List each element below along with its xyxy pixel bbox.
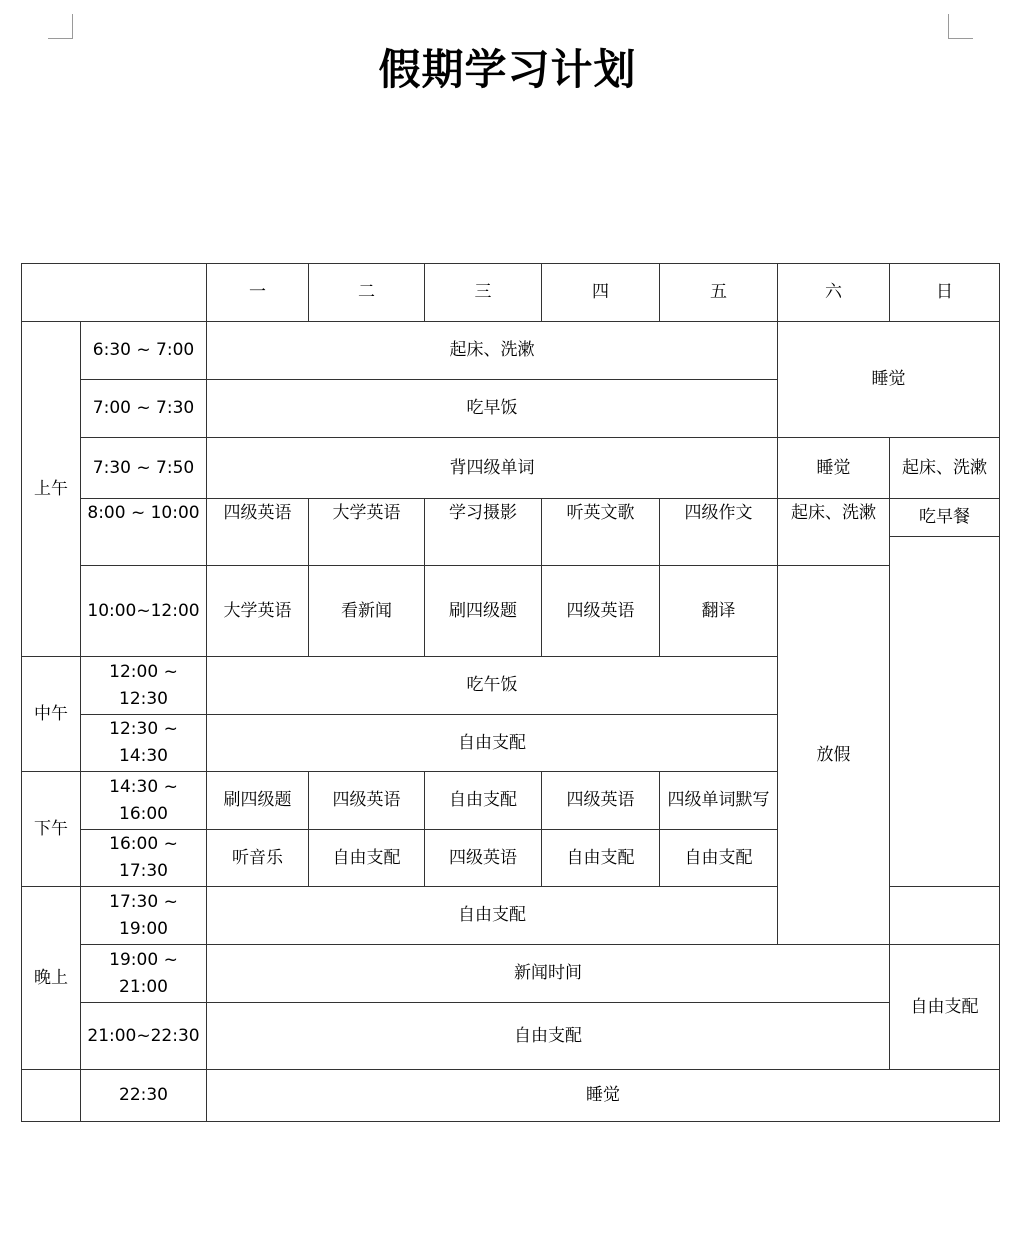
schedule-table [21, 263, 1000, 1122]
page-title: 假期学习计划 [378, 45, 637, 94]
weekend-activity-cell: 吃早餐 [890, 499, 1000, 537]
activity-cell: 新闻时间 [207, 945, 890, 1003]
time-slot: 7:30 ~ 7:50 [81, 438, 207, 499]
period-afternoon: 下午 [22, 772, 81, 887]
time-slot: 17:30 ~ 19:00 [81, 887, 207, 945]
weekend-activity-cell: 起床、洗漱 [778, 499, 890, 566]
activity-cell: 听英文歌 [542, 499, 660, 566]
period-empty-cell [22, 1070, 81, 1122]
period-morning: 上午 [22, 322, 81, 657]
activity-cell: 自由支配 [207, 1003, 890, 1070]
page-corner-mark-top-right [948, 14, 973, 39]
time-slot: 7:00 ~ 7:30 [81, 380, 207, 438]
activity-cell: 翻译 [660, 566, 778, 657]
activity-cell: 吃午饭 [207, 657, 778, 715]
activity-cell: 四级英语 [542, 566, 660, 657]
activity-cell: 自由支配 [542, 830, 660, 887]
day-header-mon: 一 [207, 264, 309, 322]
time-slot: 10:00~12:00 [81, 566, 207, 657]
day-header-sun: 日 [890, 264, 1000, 322]
activity-cell: 四级英语 [425, 830, 542, 887]
time-slot: 21:00~22:30 [81, 1003, 207, 1070]
header-corner-cell [22, 264, 207, 322]
activity-cell: 自由支配 [425, 772, 542, 830]
weekend-activity-cell: 睡觉 [778, 322, 1000, 438]
activity-cell: 四级英语 [309, 772, 425, 830]
activity-cell: 看新闻 [309, 566, 425, 657]
weekend-activity-cell: 自由支配 [890, 945, 1000, 1070]
activity-cell: 睡觉 [207, 1070, 1000, 1122]
activity-cell: 刷四级题 [207, 772, 309, 830]
activity-cell: 吃早饭 [207, 380, 778, 438]
activity-cell: 学习摄影 [425, 499, 542, 566]
time-slot: 8:00 ~ 10:00 [81, 499, 207, 566]
activity-cell: 起床、洗漱 [207, 322, 778, 380]
activity-cell: 听音乐 [207, 830, 309, 887]
day-header-wed: 三 [425, 264, 542, 322]
page-corner-mark-top-left [48, 14, 73, 39]
activity-cell: 四级英语 [542, 772, 660, 830]
activity-cell: 背四级单词 [207, 438, 778, 499]
activity-cell: 刷四级题 [425, 566, 542, 657]
activity-cell: 四级单词默写 [660, 772, 778, 830]
time-slot: 12:00 ~ 12:30 [81, 657, 207, 715]
activity-cell: 大学英语 [309, 499, 425, 566]
time-slot: 19:00 ~ 21:00 [81, 945, 207, 1003]
activity-cell: 自由支配 [207, 715, 778, 772]
time-slot: 14:30 ~ 16:00 [81, 772, 207, 830]
activity-cell: 四级作文 [660, 499, 778, 566]
weekend-activity-cell: 放假 [778, 566, 890, 945]
day-header-sat: 六 [778, 264, 890, 322]
weekend-activity-cell: 睡觉 [778, 438, 890, 499]
time-slot: 22:30 [81, 1070, 207, 1122]
period-noon: 中午 [22, 657, 81, 772]
activity-cell: 四级英语 [207, 499, 309, 566]
activity-cell: 大学英语 [207, 566, 309, 657]
time-slot: 6:30 ~ 7:00 [81, 322, 207, 380]
period-evening: 晚上 [22, 887, 81, 1070]
day-header-fri: 五 [660, 264, 778, 322]
activity-cell: 自由支配 [660, 830, 778, 887]
activity-cell: 自由支配 [309, 830, 425, 887]
day-header-tue: 二 [309, 264, 425, 322]
weekend-activity-cell: 起床、洗漱 [890, 438, 1000, 499]
activity-cell: 自由支配 [207, 887, 778, 945]
day-header-thu: 四 [542, 264, 660, 322]
time-slot: 16:00 ~ 17:30 [81, 830, 207, 887]
weekend-empty-cell [890, 537, 1000, 887]
time-slot: 12:30 ~ 14:30 [81, 715, 207, 772]
